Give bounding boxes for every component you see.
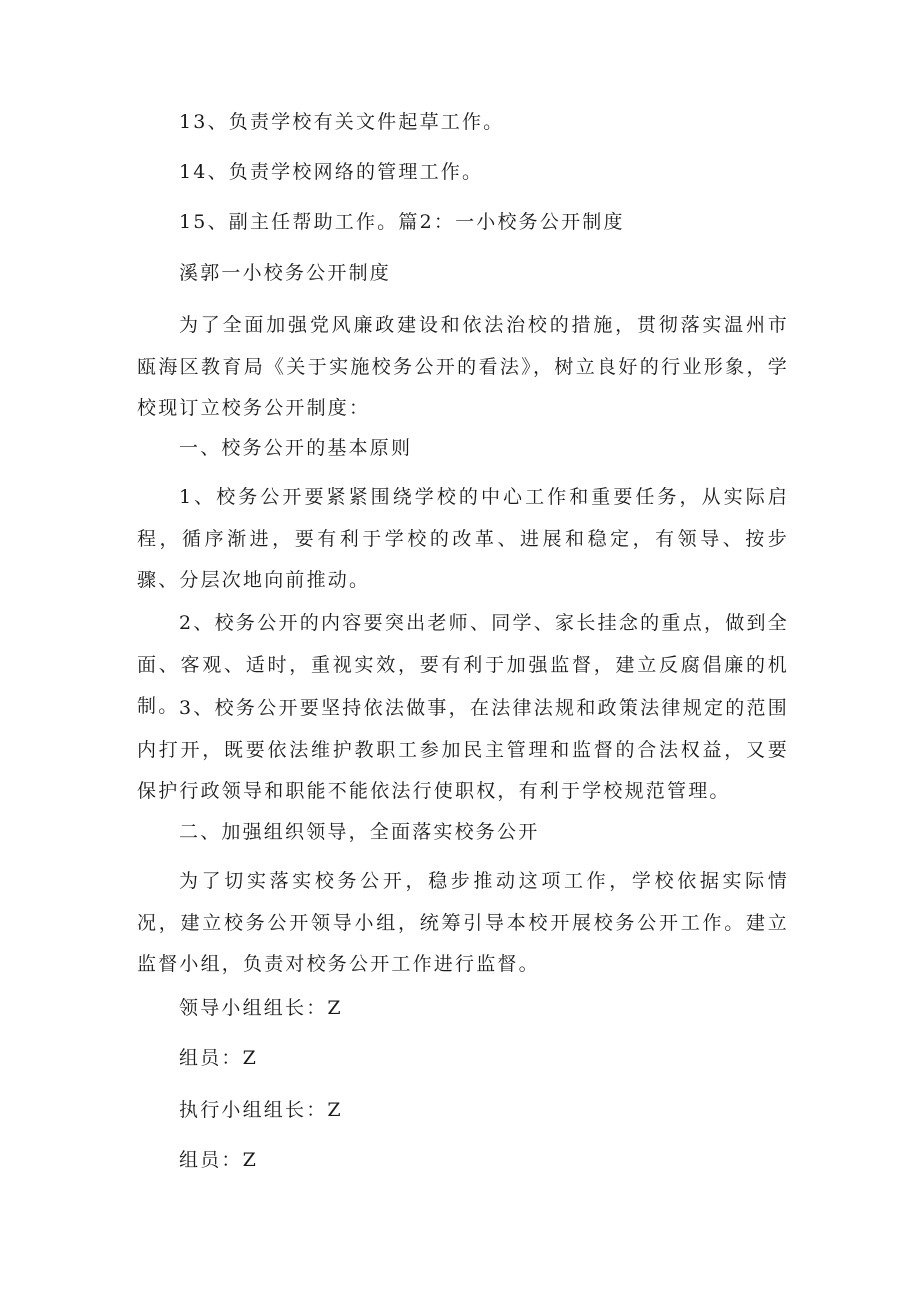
principle-3-paragraph: 3、校务公开要坚持依法做事，在法律法规和政策法律规定的范围内打开，既要依法维护教职工参加民主管理和监督的合法权益，又要保护行政领导和职能不能依法行使职权，有利于学校规范管理。 [137, 697, 789, 802]
section-2-heading: 二、加强组织领导，全面落实校务公开 [179, 821, 540, 843]
leader-group-members: 组员：Z [179, 1047, 259, 1069]
document-subtitle: 溪郭一小校务公开制度 [179, 262, 392, 284]
exec-group-head: 执行小组组长：Z [179, 1099, 343, 1121]
section-1-heading: 一、校务公开的基本原则 [179, 437, 413, 459]
leader-group-head: 领导小组组长：Z [179, 997, 343, 1019]
list-item-13: 13、负责学校有关文件起草工作。 [179, 111, 505, 133]
exec-group-members: 组员：Z [179, 1149, 259, 1171]
principle-2-paragraph: 2、校务公开的内容要突出老师、同学、家长挂念的重点，做到全面、客观、适时，重视实效，要有利于加强监督，建立反腐倡廉的机制。 [137, 612, 789, 717]
intro-paragraph: 为了全面加强党风廉政建设和依法治校的措施，贯彻落实温州市瓯海区教育局《关于实施校务公开的看法》，树立良好的行业形象，学校现订立校务公开制度： [137, 314, 789, 419]
list-item-14: 14、负责学校网络的管理工作。 [179, 161, 484, 183]
list-item-15: 15、副主任帮助工作。篇2：一小校务公开制度 [179, 211, 625, 233]
section-2-paragraph: 为了切实落实校务公开，稳步推动这项工作，学校依据实际情况，建立校务公开领导小组，统筹引导本校开展校务公开工作。建立监督小组，负责对校务公开工作进行监督。 [137, 870, 789, 975]
principle-1-paragraph: 1、校务公开要紧紧围绕学校的中心工作和重要任务，从实际启程，循序渐进，要有利于学校的改革、进展和稳定，有领导、按步骤、分层次地向前推动。 [137, 486, 789, 591]
